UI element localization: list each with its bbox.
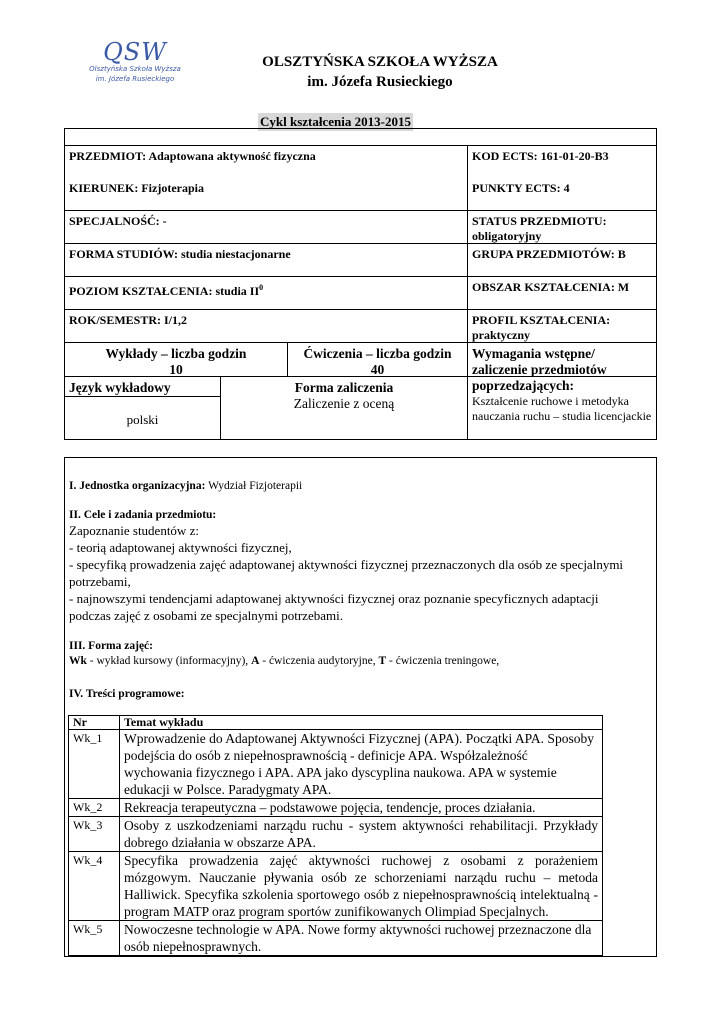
area-field: OBSZAR KSZTAŁCENIA: M — [472, 280, 630, 294]
prerequisites-cell — [468, 344, 656, 426]
course-info-table — [64, 128, 657, 440]
prerequisites-label: Wymagania wstępne/ zaliczenie przedmiotów poprzedzających: — [472, 346, 607, 393]
lectures-cell — [65, 344, 287, 380]
table-row — [69, 799, 603, 817]
logo-line-2: im. Józefa Rusieckiego — [95, 75, 175, 83]
program-table — [68, 715, 603, 956]
table-row — [69, 730, 603, 799]
logo-mark: QSW — [103, 38, 167, 66]
unit-label: I. Jednostka organizacyjna: — [69, 480, 206, 492]
row-topic: Wprowadzenie do Adaptowanej Aktywności Fizycznej (APA). Początki APA. Sposoby podejścia do osób z niepełnosprawnością - definicje APA. Współzależność wychowania fizycznego i APA. APA jako dyscyplina naukowa. APA w systemie edukacji w Polsce. Paradygmaty APA. — [120, 730, 603, 799]
unit-line — [69, 476, 649, 494]
study-form-field: FORMA STUDIÓW: studia niestacjonarne — [69, 247, 291, 261]
table-row — [69, 852, 603, 921]
specialty-field: SPECJALNOŚĆ: - — [69, 214, 167, 228]
lectures-hours: 10 — [169, 362, 183, 377]
subject-group-field: GRUPA PRZEDMIOTÓW: B — [472, 247, 626, 261]
form-desc: - wykład kursowy (informacyjny), — [86, 655, 252, 667]
column-header-nr: Nr — [69, 716, 120, 730]
forms-line — [69, 655, 649, 667]
syllabus-section — [64, 457, 657, 957]
lectures-label: Wykłady – liczba godzin — [105, 346, 247, 361]
program-heading: IV. Treści programowe: — [69, 688, 185, 700]
forms-heading: III. Forma zajęć: — [69, 640, 153, 652]
column-header-topic: Temat wykładu — [120, 716, 603, 730]
row-nr: Wk_2 — [69, 799, 120, 817]
table-row — [69, 817, 603, 852]
form-code: Wk — [69, 655, 87, 667]
cycle-label: Cykl kształcenia 2013-2015 — [260, 114, 411, 129]
year-semester-field: ROK/SEMESTR: I/1,2 — [69, 313, 188, 327]
form-desc: - ćwiczenia audytoryjne, — [259, 655, 379, 667]
direction-field: KIERUNEK: Fizjoterapia — [69, 181, 204, 195]
table-row — [69, 921, 603, 956]
level-field — [65, 278, 467, 301]
goal-item: - teorią adaptowanej aktywności fizycznej, — [69, 540, 292, 555]
form-code: A — [251, 655, 260, 667]
assessment-label: Forma zaliczenia — [294, 380, 394, 395]
goals-heading: II. Cele i zadania przedmiotu: — [69, 509, 217, 521]
level-superscript: 0 — [259, 283, 264, 292]
exercises-label: Ćwiczenia – liczba godzin — [303, 346, 452, 361]
program-header-row — [69, 716, 603, 730]
ects-points-field: PUNKTY ECTS: 4 — [472, 181, 570, 195]
goal-item: - specyfiką prowadzenia zajęć adaptowanej aktywności fizycznej przeznaczonych dla osób ze specjalnymi potrzebami, — [69, 557, 624, 589]
exercises-hours: 40 — [370, 362, 385, 377]
subject-field: PRZEDMIOT: Adaptowana aktywność fizyczna — [69, 149, 316, 163]
goals-list — [69, 522, 629, 624]
row-topic: Rekreacja terapeutyczna – podstawowe pojęcia, tendencje, proces działania. — [120, 799, 603, 817]
assessment-value: Zaliczenie z oceną — [293, 396, 395, 411]
row-topic: Specyfika prowadzenia zajęć aktywności ruchowej z osobami z porażeniem mózgowym. Nauczanie pływania osób ze schorzeniami narządu ruchu – metoda Halliwick. Specyfika szkolenia sportowego osób z niepełnosprawnością intelektualną - program MATP oraz program sportów zunifikowanych Olimpiad Specjalnych. — [120, 852, 603, 921]
school-title — [250, 52, 510, 92]
ects-code-field: KOD ECTS: 161-01-20-B3 — [472, 149, 609, 163]
profile-field: PROFIL KSZTAŁCENIA: praktyczny — [472, 313, 611, 342]
form-code: T — [378, 655, 387, 667]
row-nr: Wk_5 — [69, 921, 120, 956]
row-topic: Nowoczesne technologie w APA. Nowe formy aktywności ruchowej przeznaczone dla osób niepełnosprawnych. — [120, 921, 603, 956]
goal-item: - najnowszymi tendencjami adaptowanej aktywności fizycznej oraz poznanie specyficznych adaptacji podczas zajęć z osobami ze specjalnymi potrzebami. — [69, 591, 599, 623]
row-nr: Wk_4 — [69, 852, 120, 921]
status-field: STATUS PRZEDMIOTU: obligatoryjny — [472, 214, 607, 243]
prerequisites-value: Kształcenie ruchowe i metodyka nauczania ruchu – studia licencjackie — [472, 394, 652, 423]
row-nr: Wk_1 — [69, 730, 120, 799]
form-desc: - ćwiczenia treningowe, — [386, 655, 500, 667]
row-nr: Wk_3 — [69, 817, 120, 852]
school-name: OLSZTYŃSKA SZKOŁA WYŻSZA — [262, 54, 498, 70]
goals-intro: Zapoznanie studentów z: — [69, 523, 199, 538]
language-value: polski — [126, 412, 159, 427]
school-logo — [80, 40, 190, 98]
unit-value: Wydział Fizjoterapii — [205, 480, 303, 492]
exercises-cell — [288, 344, 467, 380]
level-text: POZIOM KSZTAŁCENIA: studia II — [69, 284, 260, 298]
assessment-cell — [221, 378, 467, 414]
school-patron: im. Józefa Rusieckiego — [307, 74, 453, 90]
logo-line-1: Olsztyńska Szkoła Wyższa — [89, 65, 181, 73]
language-label: Język wykładowy — [69, 380, 171, 395]
row-topic: Osoby z uszkodzeniami narządu ruchu - system aktywności rehabilitacji. Przykłady dobrego działania w obszarze APA. — [120, 817, 603, 852]
